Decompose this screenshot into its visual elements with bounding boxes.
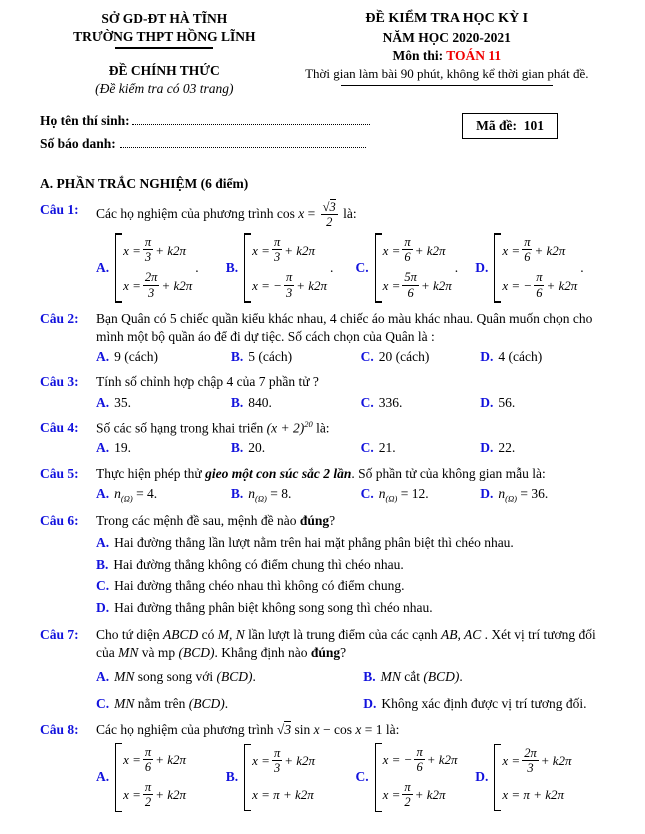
question-text: Số các số hạng trong khai triển $(x + 2)^{20}$ là: bbox=[96, 418, 330, 436]
option-letter: A. bbox=[96, 259, 110, 275]
student-info-row bbox=[40, 112, 605, 158]
answer-option-A: A. 35. bbox=[96, 394, 131, 410]
fraction: $\frac{\pi}{6}$ bbox=[524, 235, 531, 265]
answer-option-C: C. MN nằm trên (BCD). bbox=[96, 696, 229, 712]
fraction: $\frac{\pi}{2}$ bbox=[404, 780, 411, 810]
question-number: Câu 5: bbox=[40, 465, 79, 481]
school-name-underline bbox=[115, 47, 213, 48]
cases-bracket: x = $\frac{\pi}{3}$ + k2π x = π + k2π bbox=[244, 744, 315, 811]
question-number: Câu 7: bbox=[40, 626, 79, 642]
option-letter: B. bbox=[225, 769, 239, 785]
answer-option-B: B. MN cắt (BCD). bbox=[363, 669, 463, 685]
answer-options bbox=[96, 668, 605, 713]
question bbox=[40, 512, 605, 619]
fraction: $\frac{\pi}{3}$ bbox=[285, 270, 293, 300]
option-letter: D. bbox=[96, 600, 110, 616]
fraction: $\frac{2\pi}{3}$ bbox=[524, 745, 537, 776]
question bbox=[40, 310, 605, 367]
issuer-block bbox=[40, 10, 289, 98]
student-name-label: Họ tên thí sinh: bbox=[40, 113, 130, 129]
answer-option-D: D. Không xác định được vị trí tương đối. bbox=[363, 696, 587, 712]
question-number: Câu 6: bbox=[40, 513, 79, 529]
answer-option-A bbox=[96, 743, 226, 813]
question-text: Các họ nghiệm của phương trình cos x = $\frac{√3}{2}$ là: bbox=[96, 199, 357, 230]
student-id-blank bbox=[120, 136, 366, 148]
fraction: $\frac{\pi}{6}$ bbox=[536, 270, 543, 300]
answer-option-B: B. Hai đường thẳng không có điểm chung thì chéo nhau. bbox=[96, 556, 404, 572]
option-letter: B. bbox=[96, 556, 109, 572]
answer-option-A: A. $n_{(\Omega)} = 4$. bbox=[96, 485, 158, 504]
question-text: Bạn Quân có 5 chiếc quần kiểu khác nhau, 4 chiếc áo màu khác nhau. Quân muốn chọn cho mình một bộ quần áo để đi dự tiệc. Số cách chọn của Quân là : bbox=[96, 310, 593, 344]
cases-bracket: x = − $\frac{\pi}{6}$ + k2π x = $\frac{\pi}{2}$ + k2π bbox=[375, 743, 458, 813]
option-letter: C. bbox=[360, 349, 374, 365]
school-year: NĂM HỌC 2020-2021 bbox=[382, 29, 511, 45]
cases-bracket: x = $\frac{2\pi}{3}$ + k2π x = π + k2π bbox=[494, 744, 571, 811]
fraction: $\frac{√3}{2}$ bbox=[322, 199, 336, 230]
question-number: Câu 3: bbox=[40, 374, 79, 390]
option-letter: C. bbox=[360, 440, 374, 456]
option-letter: B. bbox=[230, 349, 244, 365]
exam-code-label: Mã đề: bbox=[476, 118, 517, 134]
cases-bracket: x = $\frac{\pi}{6}$ + k2π x = − $\frac{\pi}{6}$ + k2π bbox=[494, 233, 577, 303]
fraction: $\frac{\pi}{2}$ bbox=[144, 780, 152, 810]
duration-underline bbox=[341, 85, 553, 86]
answer-option-C: C. Hai đường thẳng chéo nhau thì không có điểm chung. bbox=[96, 578, 405, 594]
exam-code-box bbox=[462, 113, 558, 139]
answer-option-D: D. 4 (cách) bbox=[480, 349, 543, 365]
option-letter: B. bbox=[230, 440, 244, 456]
answer-options bbox=[96, 485, 605, 505]
option-letter: D. bbox=[475, 769, 489, 785]
question-number: Câu 4: bbox=[40, 419, 79, 435]
answer-option-C: C. $n_{(\Omega)} = 12$. bbox=[360, 485, 429, 504]
answer-option-C: C. 20 (cách) bbox=[360, 349, 430, 365]
question bbox=[40, 201, 605, 303]
cases-bracket: x = $\frac{\pi}{6}$ + k2π x = $\frac{\pi}{2}$ + k2π bbox=[115, 743, 186, 813]
option-letter: B. bbox=[230, 485, 244, 501]
fraction: $\frac{\pi}{6}$ bbox=[144, 744, 152, 774]
option-letter: A. bbox=[96, 394, 110, 410]
fraction: $\frac{2\pi}{3}$ bbox=[144, 270, 158, 300]
exam-code-value: 101 bbox=[523, 118, 544, 134]
answer-option-C bbox=[356, 743, 476, 813]
option-letter: C. bbox=[355, 769, 369, 785]
answer-option-A: A. Hai đường thẳng lần lượt nằm trên hai mặt phẳng phân biệt thì chéo nhau. bbox=[96, 535, 514, 551]
student-fields bbox=[40, 112, 370, 158]
subject-line bbox=[289, 47, 605, 65]
exam-header bbox=[40, 10, 605, 98]
exam-title: ĐỀ KIỂM TRA HỌC KỲ I bbox=[365, 11, 529, 26]
questions-list bbox=[40, 201, 605, 812]
option-letter: C. bbox=[96, 578, 110, 594]
answer-option-A: A. 19. bbox=[96, 440, 131, 456]
option-letter: B. bbox=[363, 669, 376, 685]
student-name-blank bbox=[132, 113, 370, 125]
option-letter: D. bbox=[480, 394, 494, 410]
answer-option-D: D. 56. bbox=[480, 394, 516, 410]
answer-option-A: A. x = $\frac{\pi}{3}$ + k2π x = $\frac{2\pi}{3}$ + k2π . bbox=[96, 233, 226, 303]
question-text: Thực hiện phép thử gieo một con súc sắc 2 lần. Số phần tử của không gian mẫu là: bbox=[96, 465, 546, 481]
answer-options bbox=[96, 233, 605, 303]
option-letter: D. bbox=[480, 485, 494, 501]
option-letter: C. bbox=[355, 259, 369, 275]
fraction: $\frac{\pi}{3}$ bbox=[144, 235, 152, 265]
duration-note: Thời gian làm bài 90 phút, không kể thời gian phát đề. bbox=[305, 66, 589, 82]
answer-option-B: B. x = $\frac{\pi}{3}$ + k2π x = − $\frac{\pi}{3}$ + k2π . bbox=[226, 233, 356, 303]
option-letter: A. bbox=[96, 535, 110, 551]
question bbox=[40, 626, 605, 714]
answer-option-C: C. x = $\frac{\pi}{6}$ + k2π x = $\frac{5\pi}{6}$ + k2π . bbox=[356, 233, 476, 303]
answer-option-C: C. 21. bbox=[360, 440, 396, 456]
option-letter: D. bbox=[480, 349, 494, 365]
fraction: $\frac{5\pi}{6}$ bbox=[404, 270, 417, 300]
answer-option-C: C. 336. bbox=[360, 394, 403, 410]
answer-option-D: D. $n_{(\Omega)} = 36$. bbox=[480, 485, 549, 504]
answer-option-B: B. 20. bbox=[230, 440, 266, 456]
option-letter: D. bbox=[475, 259, 489, 275]
section-heading: A. PHẦN TRẮC NGHIỆM (6 điểm) bbox=[40, 175, 249, 191]
question-text: Tính số chỉnh hợp chập 4 của 7 phần tử ? bbox=[96, 374, 319, 390]
question bbox=[40, 419, 605, 458]
student-id-label: Số báo danh: bbox=[40, 136, 116, 152]
option-letter: A. bbox=[96, 440, 110, 456]
option-letter: A. bbox=[96, 669, 110, 685]
option-letter: D. bbox=[480, 440, 494, 456]
answer-options bbox=[96, 348, 605, 366]
answer-options bbox=[96, 532, 605, 618]
question-number: Câu 8: bbox=[40, 721, 79, 737]
question-text: Cho tứ diện ABCD có M, N lần lượt là trung điểm của các cạnh AB, AC . Xét vị trí tương đối của MN và mp (BCD). Khẳng định nào đúng? bbox=[96, 626, 596, 660]
answer-option-D: D. x = $\frac{\pi}{6}$ + k2π x = − $\frac{\pi}{6}$ + k2π . bbox=[475, 233, 605, 303]
question-text: Các họ nghiệm của phương trình √3 sin x − cos x = 1 là: bbox=[96, 721, 400, 737]
option-letter: B. bbox=[225, 259, 239, 275]
question bbox=[40, 465, 605, 505]
answer-option-B: B. $n_{(\Omega)} = 8$. bbox=[230, 485, 292, 504]
option-letter: B. bbox=[230, 394, 244, 410]
cases-bracket: x = $\frac{\pi}{3}$ + k2π x = $\frac{2\pi}{3}$ + k2π bbox=[115, 233, 192, 303]
answer-option-B: B. 5 (cách) bbox=[230, 349, 293, 365]
question-number: Câu 1: bbox=[40, 201, 79, 217]
answer-option-B bbox=[226, 743, 356, 813]
answer-option-D bbox=[475, 743, 605, 813]
exam-title-block bbox=[289, 10, 605, 98]
answer-options bbox=[96, 743, 605, 813]
answer-option-D: D. 22. bbox=[480, 440, 516, 456]
fraction: $\frac{\pi}{6}$ bbox=[404, 235, 411, 265]
cases-bracket: x = $\frac{\pi}{6}$ + k2π x = $\frac{5\pi}{6}$ + k2π bbox=[375, 233, 452, 303]
answer-option-A: A. MN song song với (BCD). bbox=[96, 669, 256, 685]
question bbox=[40, 721, 605, 813]
answer-option-B: B. 840. bbox=[230, 394, 272, 410]
department-name: SỞ GD-ĐT HÀ TĨNH bbox=[101, 11, 228, 26]
subject-label: Môn thi: bbox=[392, 48, 444, 64]
school-name: TRƯỜNG THPT HỒNG LĨNH bbox=[73, 29, 256, 45]
answer-options bbox=[96, 439, 605, 457]
option-letter: A. bbox=[96, 769, 110, 785]
cases-bracket: x = $\frac{\pi}{3}$ + k2π x = − $\frac{\pi}{3}$ + k2π bbox=[244, 233, 327, 303]
question bbox=[40, 373, 605, 411]
answer-option-A: A. 9 (cách) bbox=[96, 349, 158, 365]
option-letter: C. bbox=[360, 394, 374, 410]
option-letter: C. bbox=[96, 696, 110, 712]
subject-name: TOÁN 11 bbox=[446, 48, 502, 64]
page-count-note: (Đề kiểm tra có 03 trang) bbox=[95, 81, 234, 97]
fraction: $\frac{\pi}{3}$ bbox=[273, 745, 281, 776]
official-exam-label: ĐỀ CHÍNH THỨC bbox=[108, 62, 220, 78]
option-letter: D. bbox=[363, 696, 377, 712]
fraction: $\frac{\pi}{6}$ bbox=[416, 744, 423, 774]
question-text: Trong các mệnh đề sau, mệnh đề nào đúng? bbox=[96, 513, 336, 529]
question-number: Câu 2: bbox=[40, 310, 79, 326]
option-letter: A. bbox=[96, 485, 110, 501]
answer-option-D: D. Hai đường thẳng phân biệt không song song thì chéo nhau. bbox=[96, 600, 433, 616]
answer-options bbox=[96, 394, 605, 412]
option-letter: C. bbox=[360, 485, 374, 501]
option-letter: A. bbox=[96, 349, 110, 365]
fraction: $\frac{\pi}{3}$ bbox=[273, 235, 281, 265]
